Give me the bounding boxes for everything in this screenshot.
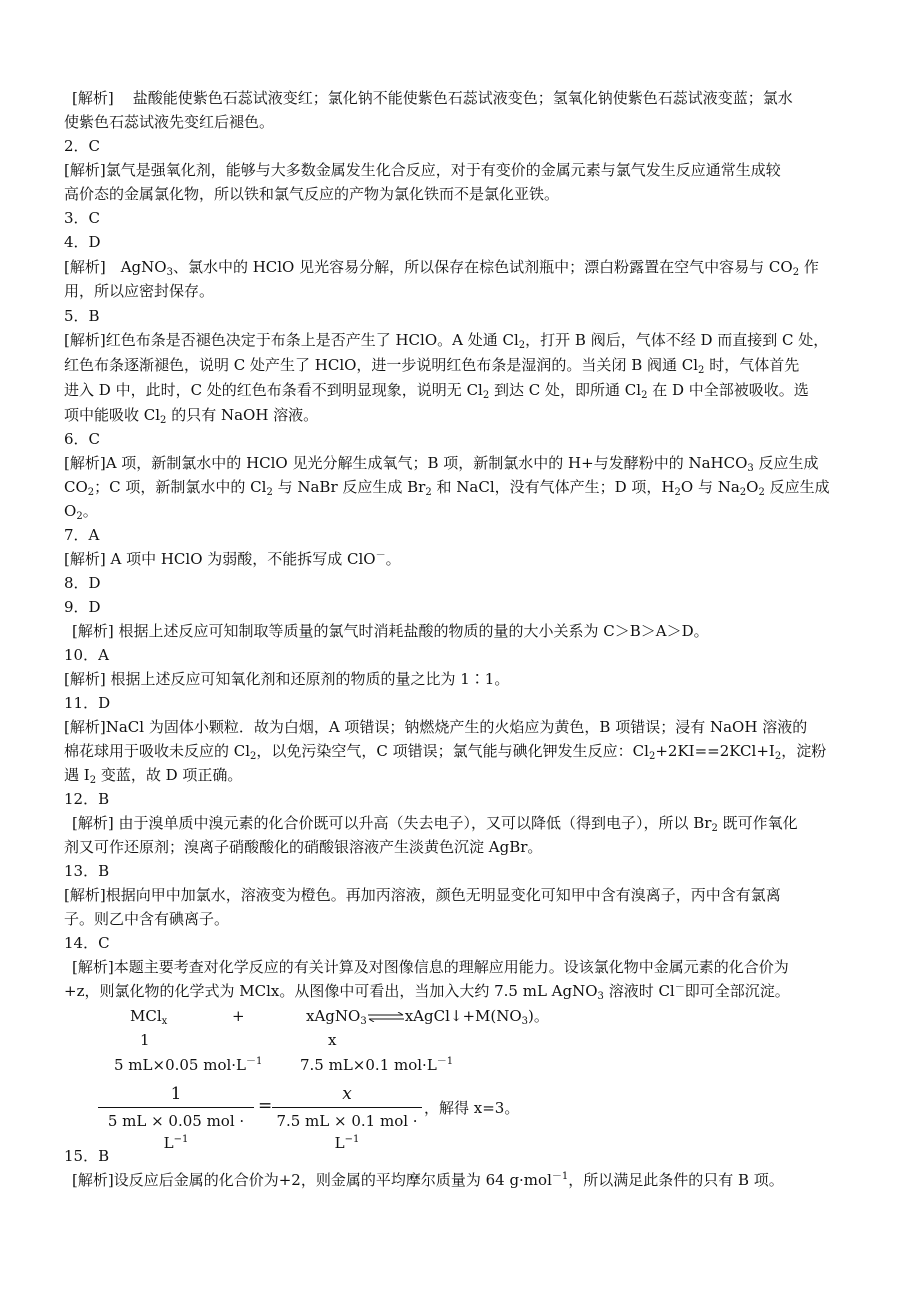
amount-mclx: 5 mL×0.05 $mol\cdot L^{-1}$	[114, 1056, 263, 1074]
fraction-right-denominator: 7.5 mL × 0.1 mol · $L^{-1}$	[276, 1112, 418, 1152]
q11-explanation-line1: [解析]NaCl 为固体小颗粒．故为白烟，A 项错误；钠燃烧产生的火焰应为黄色，B 项错误；浸有 NaOH 溶液的	[64, 718, 808, 736]
q13-explanation-line2: 子。则乙中含有碘离子。	[64, 910, 230, 928]
q8-answer: 8．D	[64, 574, 101, 592]
fraction-result: ，解得 x=3。	[424, 1099, 520, 1117]
q11-explanation-line2: 棉花球用于吸收未反应的 $Cl_2$，以免污染空气，C 项错误；氯气能与碘化钾发生反应：$Cl_2+2KI==2KCl+I_2$，淀粉	[64, 742, 827, 762]
q9-answer: 9．D	[64, 598, 101, 616]
q2-answer: 2．C	[64, 137, 101, 155]
amount-agno3: 7.5 mL×0.1 $mol\cdot L^{-1}$	[300, 1056, 454, 1074]
q14-answer: 14．C	[64, 934, 110, 952]
q14-explanation-line2: +z，则氯化物的化学式为 MClx。从图像中可看出，当加入大约 7.5 mL AgNO$_3$ 溶液时 Cl－即可全部沉淀。	[64, 982, 790, 1002]
q4-explanation-line1: [解析] AgNO$_3$、氯水中的 HClO 见光容易分解，所以保存在棕色试剂瓶中；漂白粉露置在空气中容易与 $CO_2$ 作	[64, 258, 819, 278]
equation-reactant-mclx: MCl$_x$	[130, 1007, 168, 1027]
coefficient-1: 1	[140, 1031, 150, 1049]
q9-explanation: [解析] 根据上述反应可知制取等质量的氯气时消耗盐酸的物质的量的大小关系为 C＞B＞A＞D。	[72, 622, 709, 640]
fraction-left	[98, 1083, 254, 1154]
q4-answer: 4．D	[64, 233, 101, 251]
q5-explanation-line3: 进入 D 中，此时，C 处的红色布条看不到明显现象，说明无 $Cl_2$ 到达 C 处，即所通 $Cl_2$ 在 D 中全部被吸收。选	[64, 381, 809, 401]
q10-answer: 10．A	[64, 646, 109, 664]
q13-explanation-line1: [解析]根据向甲中加氯水，溶液变为橙色。再加丙溶液，颜色无明显变化可知甲中含有溴离子，丙中含有氯离	[64, 886, 781, 904]
q5-explanation-line1: [解析]红色布条是否褪色决定于布条上是否产生了 HClO。A 处通 $Cl_2$，打开 B 阀后，气体不经 D 而直接到 C 处，	[64, 331, 829, 351]
q11-answer: 11．D	[64, 694, 111, 712]
q14-explanation-line1: [解析]本题主要考查对化学反应的有关计算及对图像信息的理解应用能力。设该氯化物中金属元素的化合价为	[72, 958, 789, 976]
fraction-left-bar	[98, 1107, 254, 1108]
equation-plus: +	[232, 1007, 245, 1025]
q11-explanation-line3: 遇 $I_2$ 变蓝，故 D 项正确。	[64, 766, 243, 786]
q10-explanation: [解析] 根据上述反应可知氧化剂和还原剂的物质的量之比为 1∶1。	[64, 670, 510, 688]
q12-answer: 12．B	[64, 790, 110, 808]
q6-explanation-line2: $CO_2$；C 项，新制氯水中的 $Cl_2$ 与 NaBr 反应生成 $Br_2$ 和 NaCl，没有气体产生；D 项，$H_2O$ 与 $Na_2O_2$ 反应生成	[64, 478, 830, 498]
fraction-right-numerator: x	[342, 1084, 352, 1104]
q5-answer: 5．B	[64, 307, 100, 325]
fraction-equals: =	[258, 1096, 273, 1116]
q13-answer: 13．B	[64, 862, 110, 880]
fraction-left-numerator: 1	[170, 1084, 182, 1104]
q7-answer: 7．A	[64, 526, 100, 544]
q6-explanation-line3: $O_2$。	[64, 502, 98, 522]
q4-explanation-line2: 用，所以应密封保存。	[64, 282, 215, 300]
q2-explanation-line2: 高价态的金属氯化物，所以铁和氯气反应的产物为氯化铁而不是氯化亚铁。	[64, 185, 560, 203]
fraction-right-bar	[272, 1107, 422, 1108]
q1-explanation-line2: 使紫色石蕊试液先变红后褪色。	[64, 113, 275, 131]
q5-explanation-line2: 红色布条逐渐褪色，说明 C 处产生了 HClO，进一步说明红色布条是湿润的。当关闭 B 阀通 $Cl_2$ 时，气体首先	[64, 356, 800, 376]
q6-explanation-line1: [解析]A 项，新制氯水中的 HClO 见光分解生成氧气；B 项，新制氯水中的 H+与发酵粉中的 NaHCO$_3$ 反应生成	[64, 454, 819, 474]
q12-explanation-line2: 剂又可作还原剂；溴离子硝酸酸化的硝酸银溶液产生淡黄色沉淀 AgBr。	[64, 838, 543, 856]
coefficient-x: x	[328, 1031, 337, 1049]
q2-explanation-line1: [解析]氯气是强氧化剂，能够与大多数金属发生化合反应，对于有变价的金属元素与氯气发生反应通常生成较	[64, 161, 781, 179]
equation-agno3-and-products: xAgNO$_3$ $xAgCl↓+M(NO_3)$。	[306, 1007, 549, 1027]
q15-answer: 15．B	[64, 1147, 110, 1165]
fraction-right	[272, 1083, 422, 1154]
q15-explanation: [解析]设反应后金属的化合价为+2，则金属的平均摩尔质量为 64 g·mol$^{-1}$，所以满足此条件的只有 B 项。	[72, 1171, 784, 1189]
q3-answer: 3．C	[64, 209, 101, 227]
q12-explanation-line1: [解析] 由于溴单质中溴元素的化合价既可以升高（失去电子），又可以降低（得到电子），所以 $Br_2$ 既可作氧化	[72, 814, 798, 834]
fraction-left-denominator: 5 mL × 0.05 mol · $L^{-1}$	[107, 1112, 245, 1152]
q1-explanation-line1: [解析] 盐酸能使紫色石蕊试液变红；氯化钠不能使紫色石蕊试液变色；氢氧化钠使紫色石蕊试液变蓝；氯水	[72, 89, 793, 107]
equilibrium-arrow-icon	[367, 1012, 405, 1022]
q7-explanation: [解析] A 项中 HClO 为弱酸，不能拆写成 ClO－。	[64, 550, 401, 568]
q5-explanation-line4: 项中能吸收 $Cl_2$ 的只有 NaOH 溶液。	[64, 406, 319, 426]
q6-answer: 6．C	[64, 430, 101, 448]
